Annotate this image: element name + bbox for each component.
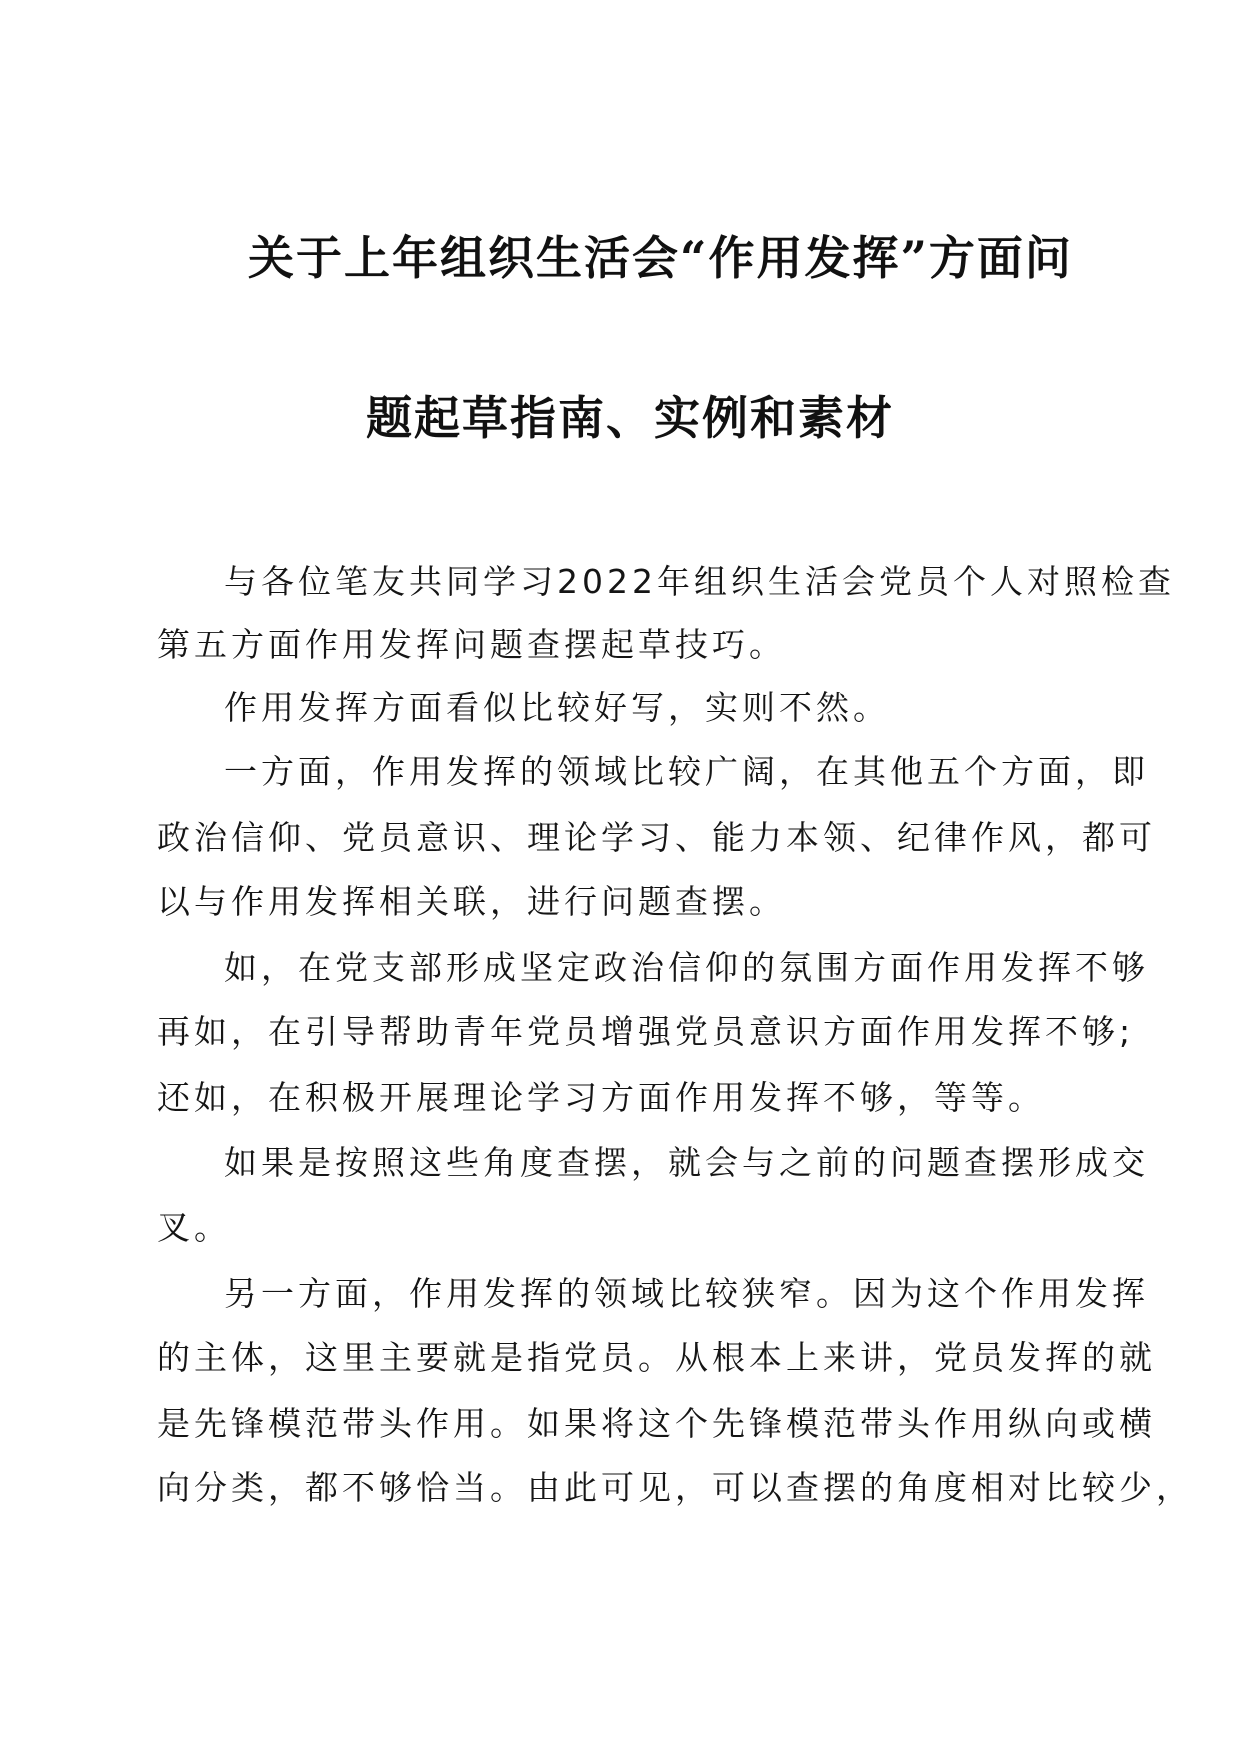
document-title-line-2: 题起草指南、实例和素材 <box>366 391 894 445</box>
paragraph-3-line-2: 政治信仰、党员意识、理论学习、能力本领、纪律作风，都可 <box>157 818 1156 857</box>
paragraph-3-line-1: 一方面，作用发挥的领域比较广阔，在其他五个方面，即 <box>224 752 1149 791</box>
paragraph-5-line-2: 叉。 <box>157 1208 231 1247</box>
paragraph-4-line-1: 如，在党支部形成坚定政治信仰的氛围方面作用发挥不够 <box>224 948 1149 987</box>
paragraph-6-line-2: 的主体，这里主要就是指党员。从根本上来讲，党员发挥的就 <box>157 1338 1156 1377</box>
paragraph-5-line-1: 如果是按照这些角度查摆，就会与之前的问题查摆形成交 <box>224 1143 1149 1182</box>
paragraph-6-line-1: 另一方面，作用发挥的领域比较狭窄。因为这个作用发挥 <box>224 1274 1149 1313</box>
paragraph-4-line-2: 再如，在引导帮助青年党员增强党员意识方面作用发挥不够; <box>157 1012 1135 1051</box>
paragraph-1-line-2: 第五方面作用发挥问题查摆起草技巧。 <box>157 625 786 664</box>
paragraph-6-line-3: 是先锋模范带头作用。如果将这个先锋模范带头作用纵向或横 <box>157 1404 1156 1443</box>
paragraph-4-line-3: 还如，在积极开展理论学习方面作用发挥不够，等等。 <box>157 1078 1045 1117</box>
paragraph-6-line-4: 向分类，都不够恰当。由此可见，可以查摆的角度相对比较少， <box>157 1468 1193 1507</box>
paragraph-3-line-3: 以与作用发挥相关联，进行问题查摆。 <box>157 882 786 921</box>
paragraph-2-line-1: 作用发挥方面看似比较好写，实则不然。 <box>224 688 890 727</box>
paragraph-1-line-1: 与各位笔友共同学习2022年组织生活会党员个人对照检查 <box>224 562 1175 601</box>
document-title-line-1: 关于上年组织生活会“作用发挥”方面问 <box>248 231 1073 285</box>
